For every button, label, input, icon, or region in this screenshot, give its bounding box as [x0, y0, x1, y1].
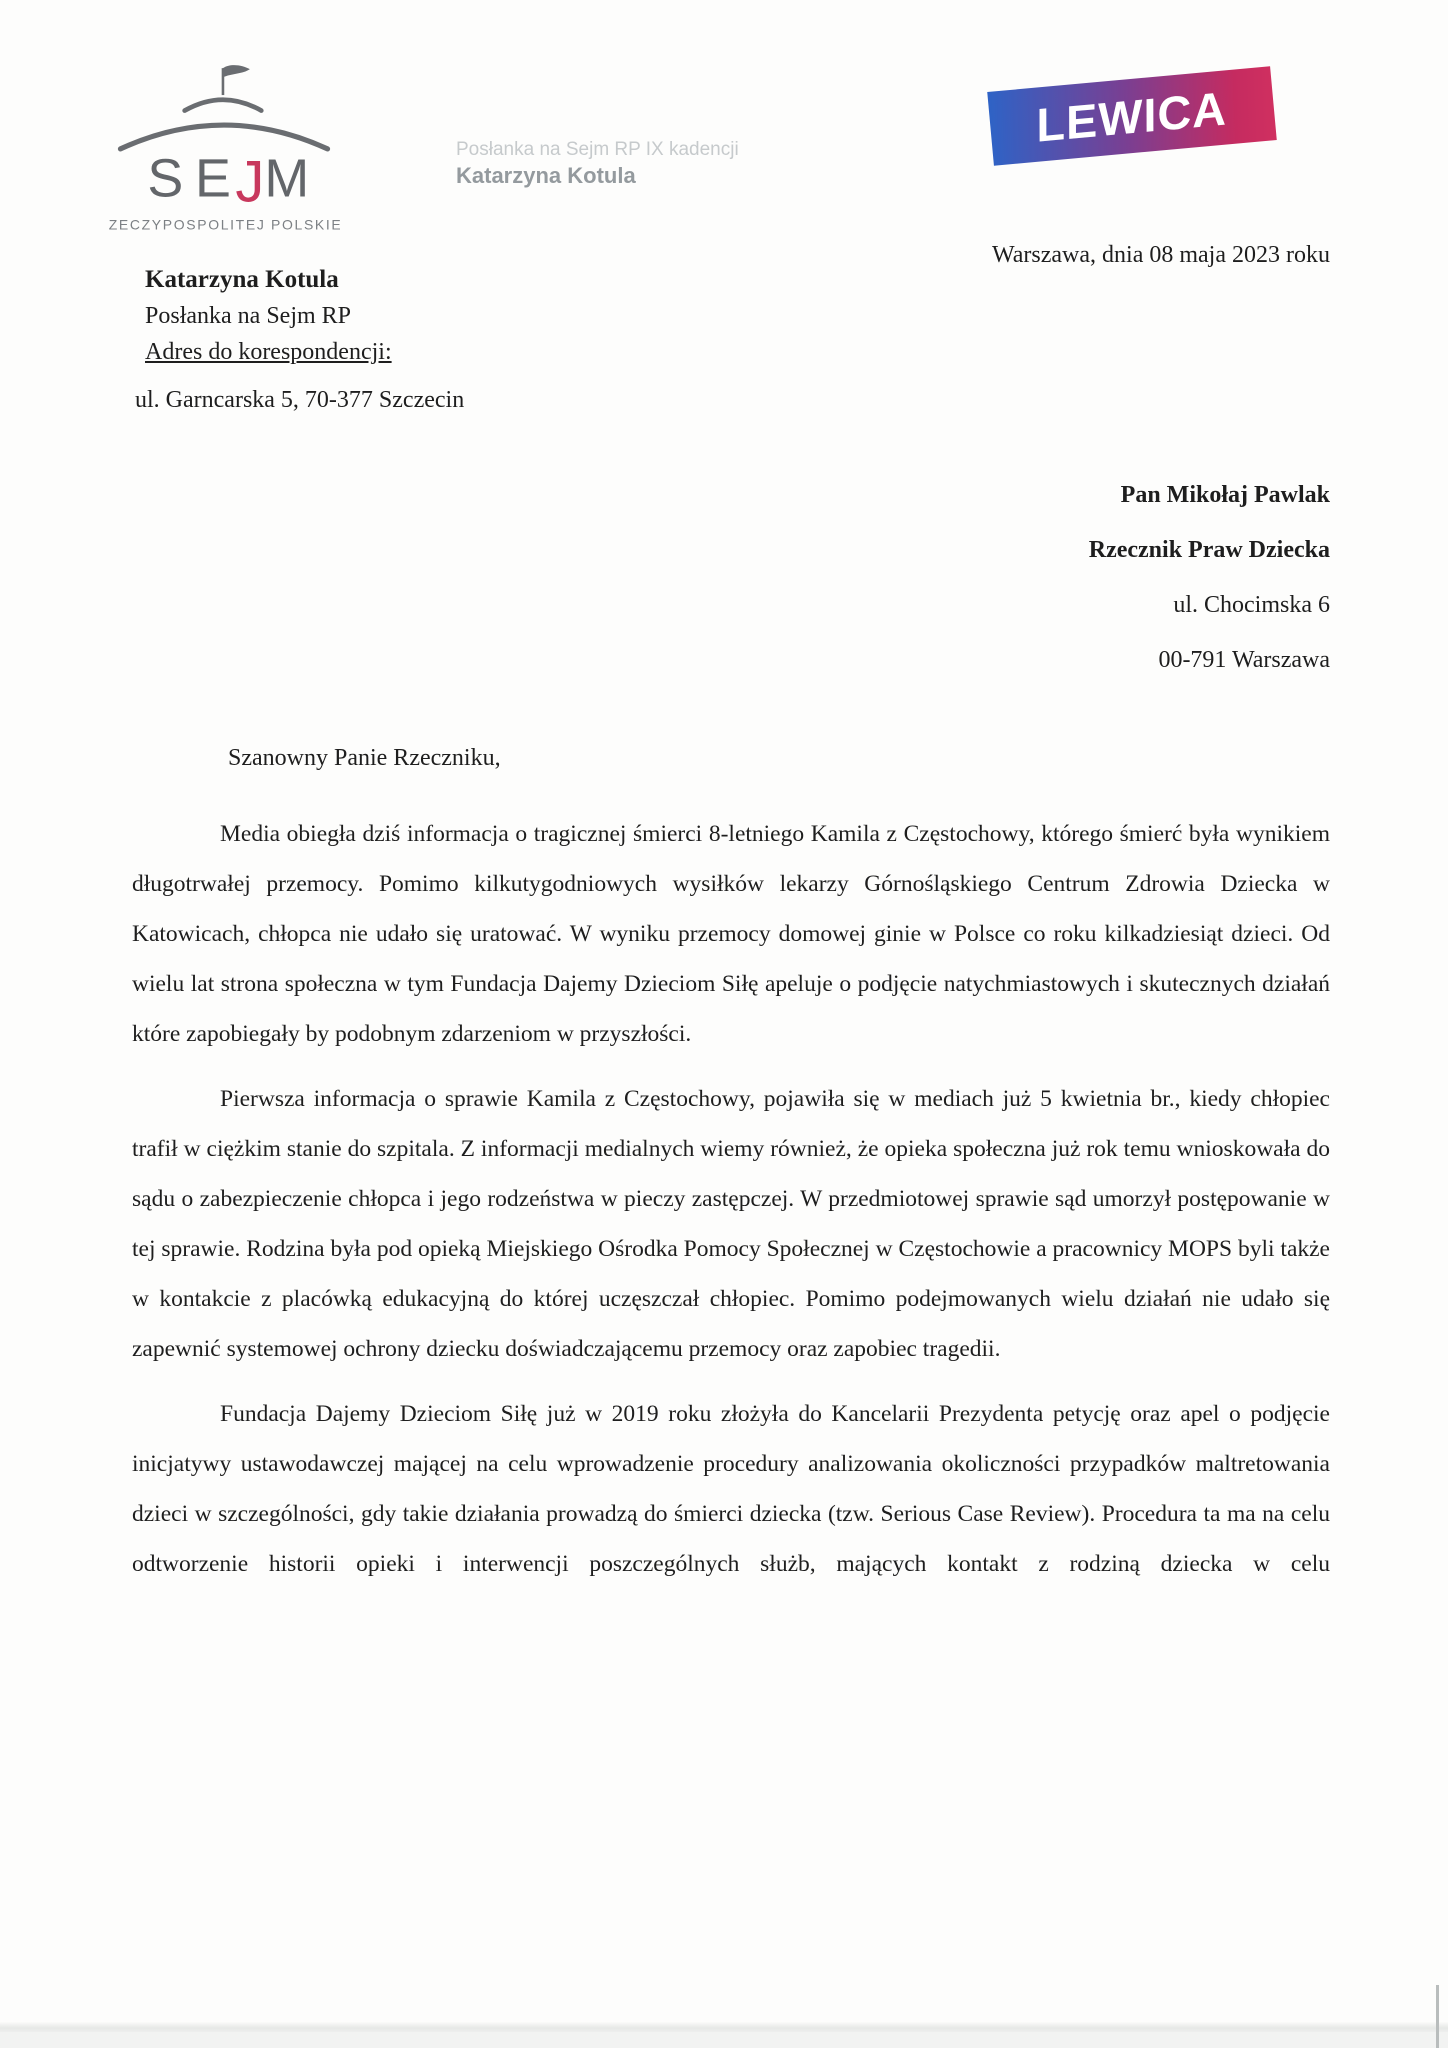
deputy-header: [456, 138, 739, 190]
scan-artifact-bottom-streak: [0, 2022, 1448, 2032]
recipient-address-line1: ul. Chocimska 6: [1173, 592, 1330, 618]
lewica-logo: [987, 66, 1277, 165]
deputy-role-line: Posłanka na Sejm RP IX kadencji: [456, 139, 739, 160]
sender-name: Katarzyna Kotula: [145, 266, 339, 293]
recipient-title: Rzecznik Praw Dziecka: [1088, 537, 1330, 563]
dome-arc: [120, 125, 327, 149]
letter-body: [132, 745, 1330, 1604]
sender-block: [135, 262, 465, 418]
body-paragraph-3: Fundacja Dajemy Dzieciom Siłę już w 2019 roku złożyła do Kancelarii Prezydenta petycję oraz apel o podjęcie inicjatywy ustawodawczej mającej na celu wprowadzenie procedury analizowania okoliczności przypadków maltretowania dzieci w szczególności, gdy takie działania prowadzą do śmierci dziecka (tzw. Serious Case Review). Procedura ta ma na celu odtworzenie historii opieki i interwencji poszczególnych służb, mających kontakt z rodziną dziecka w celu: [132, 1401, 1330, 1577]
salutation: Szanowny Panie Rzeczniku,: [228, 745, 501, 771]
body-paragraph-1: Media obiegła dziś informacja o tragicznej śmierci 8-letniego Kamila z Częstochowy, którego śmierć była wynikiem długotrwałej przemocy. Pomimo kilkutygodniowych wysiłków lekarzy Górnośląskiego Centrum Zdrowia Dziecka w Katowicach, chłopca nie udało się uratować. W wyniku przemocy domowej ginie w Polsce co roku kilkadziesiąt dzieci. Od wielu lat strona społeczna w tym Fundacja Dajemy Dzieciom Siłę apeluje o podjęcie natychmiastowych i skutecznych działań które zapobiegały by podobnym zdarzeniom w przyszłości.: [132, 821, 1330, 1047]
scan-artifact-right-edge: [1436, 1985, 1439, 2048]
deputy-name-line: Katarzyna Kotula: [456, 163, 636, 188]
sejm-logo: [108, 64, 340, 240]
sender-address: ul. Garncarska 5, 70-377 Szczecin: [135, 387, 465, 413]
sejm-letter-j: J: [235, 150, 265, 215]
date-line: Warszawa, dnia 08 maja 2023 roku: [992, 242, 1330, 268]
sejm-letter-s: S: [147, 148, 184, 209]
scan-artifact-bottom-band: [0, 2032, 1448, 2048]
recipient-name: Pan Mikołaj Pawlak: [1120, 482, 1330, 508]
sejm-letter-m: M: [264, 148, 310, 209]
sejm-dome-icon: [108, 64, 340, 240]
sender-title: Posłanka na Sejm RP: [145, 303, 352, 329]
flag-icon: [223, 65, 250, 77]
recipient-block: [730, 468, 1330, 688]
recipient-address-line2: 00-791 Warszawa: [1158, 647, 1330, 673]
cupola-arc: [185, 100, 262, 111]
body-paragraph-2: Pierwsza informacja o sprawie Kamila z Częstochowy, pojawiła się w mediach już 5 kwietnia br., kiedy chłopiec trafił w ciężkim stanie do szpitala. Z informacji medialnych wiemy również, że opieka społeczna już rok temu wnioskowała do sądu o zabezpieczenie chłopca i jego rodzeństwa w pieczy zastępczej. W przedmiotowej sprawie sąd umorzył postępowanie w tej sprawie. Rodzina była pod opieką Miejskiego Ośrodka Pomocy Społecznej w Częstochowie a pracownicy MOPS byli także w kontakcie z placówką edukacyjną do której uczęszczał chłopiec. Pomimo podejmowanych wielu działań nie udało się zapewnić systemowej ochrony dziecku doświadczającemu przemocy oraz zapobiec tragedii.: [132, 1086, 1330, 1362]
sejm-logo-caption: RZECZYPOSPOLITEJ POLSKIEJ: [108, 216, 340, 233]
sender-address-label: Adres do korespondencji:: [145, 339, 392, 365]
lewica-logo-text: LEWICA: [1036, 80, 1228, 152]
sejm-letter-e: E: [195, 148, 231, 209]
